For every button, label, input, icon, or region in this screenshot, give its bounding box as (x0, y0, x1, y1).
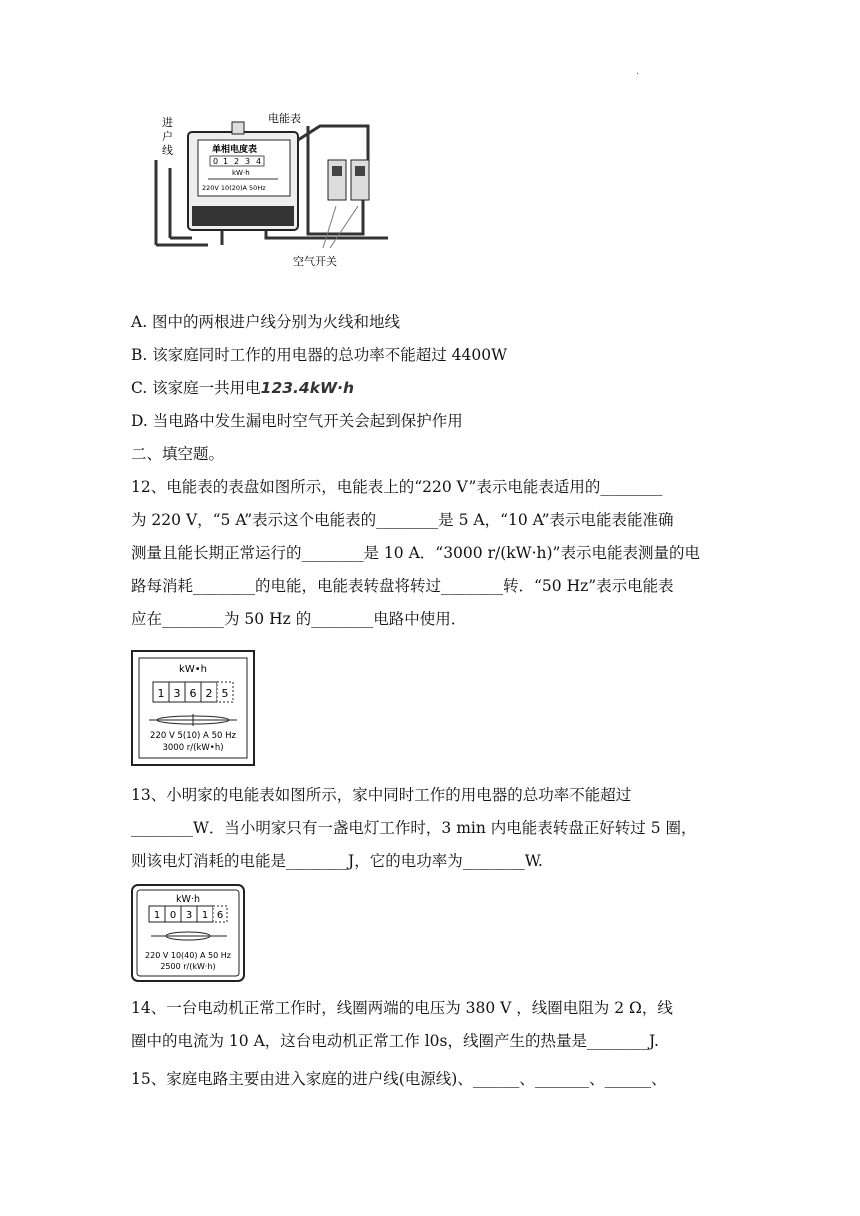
q15-line-1: 15、家庭电路主要由进入家庭的进户线(电源线)、______、_______、______、 (131, 1070, 667, 1088)
q12-line-4: 路每消耗________的电能，电能表转盘将转过________转．“50 Hz”表示电能表 (131, 577, 674, 595)
meter2-spec: 220 V 5(10) A 50 Hz (150, 731, 236, 741)
option-a: A. 图中的两根进户线分别为火线和地线 (131, 313, 401, 331)
meter-title: 单相电度表 (212, 145, 258, 155)
option-d: D. 当电路中发生漏电时空气开关会起到保护作用 (131, 412, 463, 430)
in-line-label-3: 线 (162, 144, 173, 157)
in-line-label-1: 进 (162, 116, 173, 129)
section-title: 二、填空题。 (131, 445, 225, 463)
meter2-rate: 3000 r/(kW•h) (162, 743, 224, 753)
meter3-unit: kW·h (176, 894, 200, 905)
option-b: B. 该家庭同时工作的用电器的总功率不能超过 4400W (131, 346, 508, 364)
meter3-rate: 2500 r/(kW·h) (160, 962, 216, 971)
meter-digit: 0 (169, 910, 177, 921)
q12-line-1: 12、电能表的表盘如图所示，电能表上的“220 V”表示电能表适用的________ (131, 478, 663, 496)
meter-figure-q12 (131, 650, 255, 766)
meter1-spec: 220V 10(20)A 50Hz (202, 184, 266, 192)
q13-line-2: ________W．当小明家只有一盏电灯工作时，3 min 内电能表转盘正好转过 5 圈， (131, 819, 697, 837)
meter-label: 电能表 (268, 112, 301, 125)
meter-digit: 2 (234, 157, 240, 166)
meter-digit: 6 (216, 910, 224, 921)
q13-line-1: 13、小明家的电能表如图所示，家中同时工作的用电器的总功率不能超过 (131, 786, 632, 804)
meter-digit: 3 (173, 687, 181, 700)
meter-digit: 1 (201, 910, 209, 921)
breaker-label: 空气开关 (293, 255, 337, 268)
option-c (131, 376, 354, 398)
q13-line-3: 则该电灯消耗的电能是________J，它的电功率为________W. (131, 852, 543, 870)
meter3-spec: 220 V 10(40) A 50 Hz (145, 951, 231, 960)
meter-digit: 1 (157, 687, 165, 700)
meter2-unit: kW•h (179, 664, 207, 675)
meter1-unit: kW·h (232, 169, 250, 177)
meter-digit: 1 (153, 910, 161, 921)
meter-digit: 6 (189, 687, 197, 700)
option-c-text: C. 该家庭一共用电 (131, 379, 261, 397)
q12-line-3: 测量且能长期正常运行的________是 10 A．“3000 r/(kW·h)”表示电能表测量的电 (131, 544, 700, 562)
meter-digit: 3 (185, 910, 193, 921)
corner-mark: . (636, 66, 640, 77)
q12-line-5: 应在________为 50 Hz 的________电路中使用． (131, 610, 467, 628)
meter-figure-q13 (131, 884, 245, 982)
meter1-digits (210, 156, 264, 166)
meter-digit: 4 (256, 157, 262, 166)
q14-line-2: 圈中的电流为 10 A，这台电动机正常工作 l0s，线圈产生的热量是________J. (131, 1032, 659, 1050)
meter-digit: 2 (205, 687, 213, 700)
meter-digit: 0 (213, 157, 219, 166)
option-c-value: 123.4kW·h (260, 379, 355, 397)
meter-digit: 5 (221, 687, 229, 700)
meter-digit: 1 (223, 157, 229, 166)
in-line-label-2: 户 (162, 130, 173, 143)
meter3-digits (149, 906, 227, 922)
meter-wiring-figure (148, 110, 388, 275)
q14-line-1: 14、一台电动机正常工作时，线圈两端的电压为 380 V ，线圈电阻为 2 Ω，线 (131, 999, 673, 1017)
q12-line-2: 为 220 V，“5 A”表示这个电能表的________是 5 A，“10 A”表示电能表能准确 (131, 511, 674, 529)
meter-digit: 3 (245, 157, 251, 166)
meter2-digits (153, 682, 233, 702)
